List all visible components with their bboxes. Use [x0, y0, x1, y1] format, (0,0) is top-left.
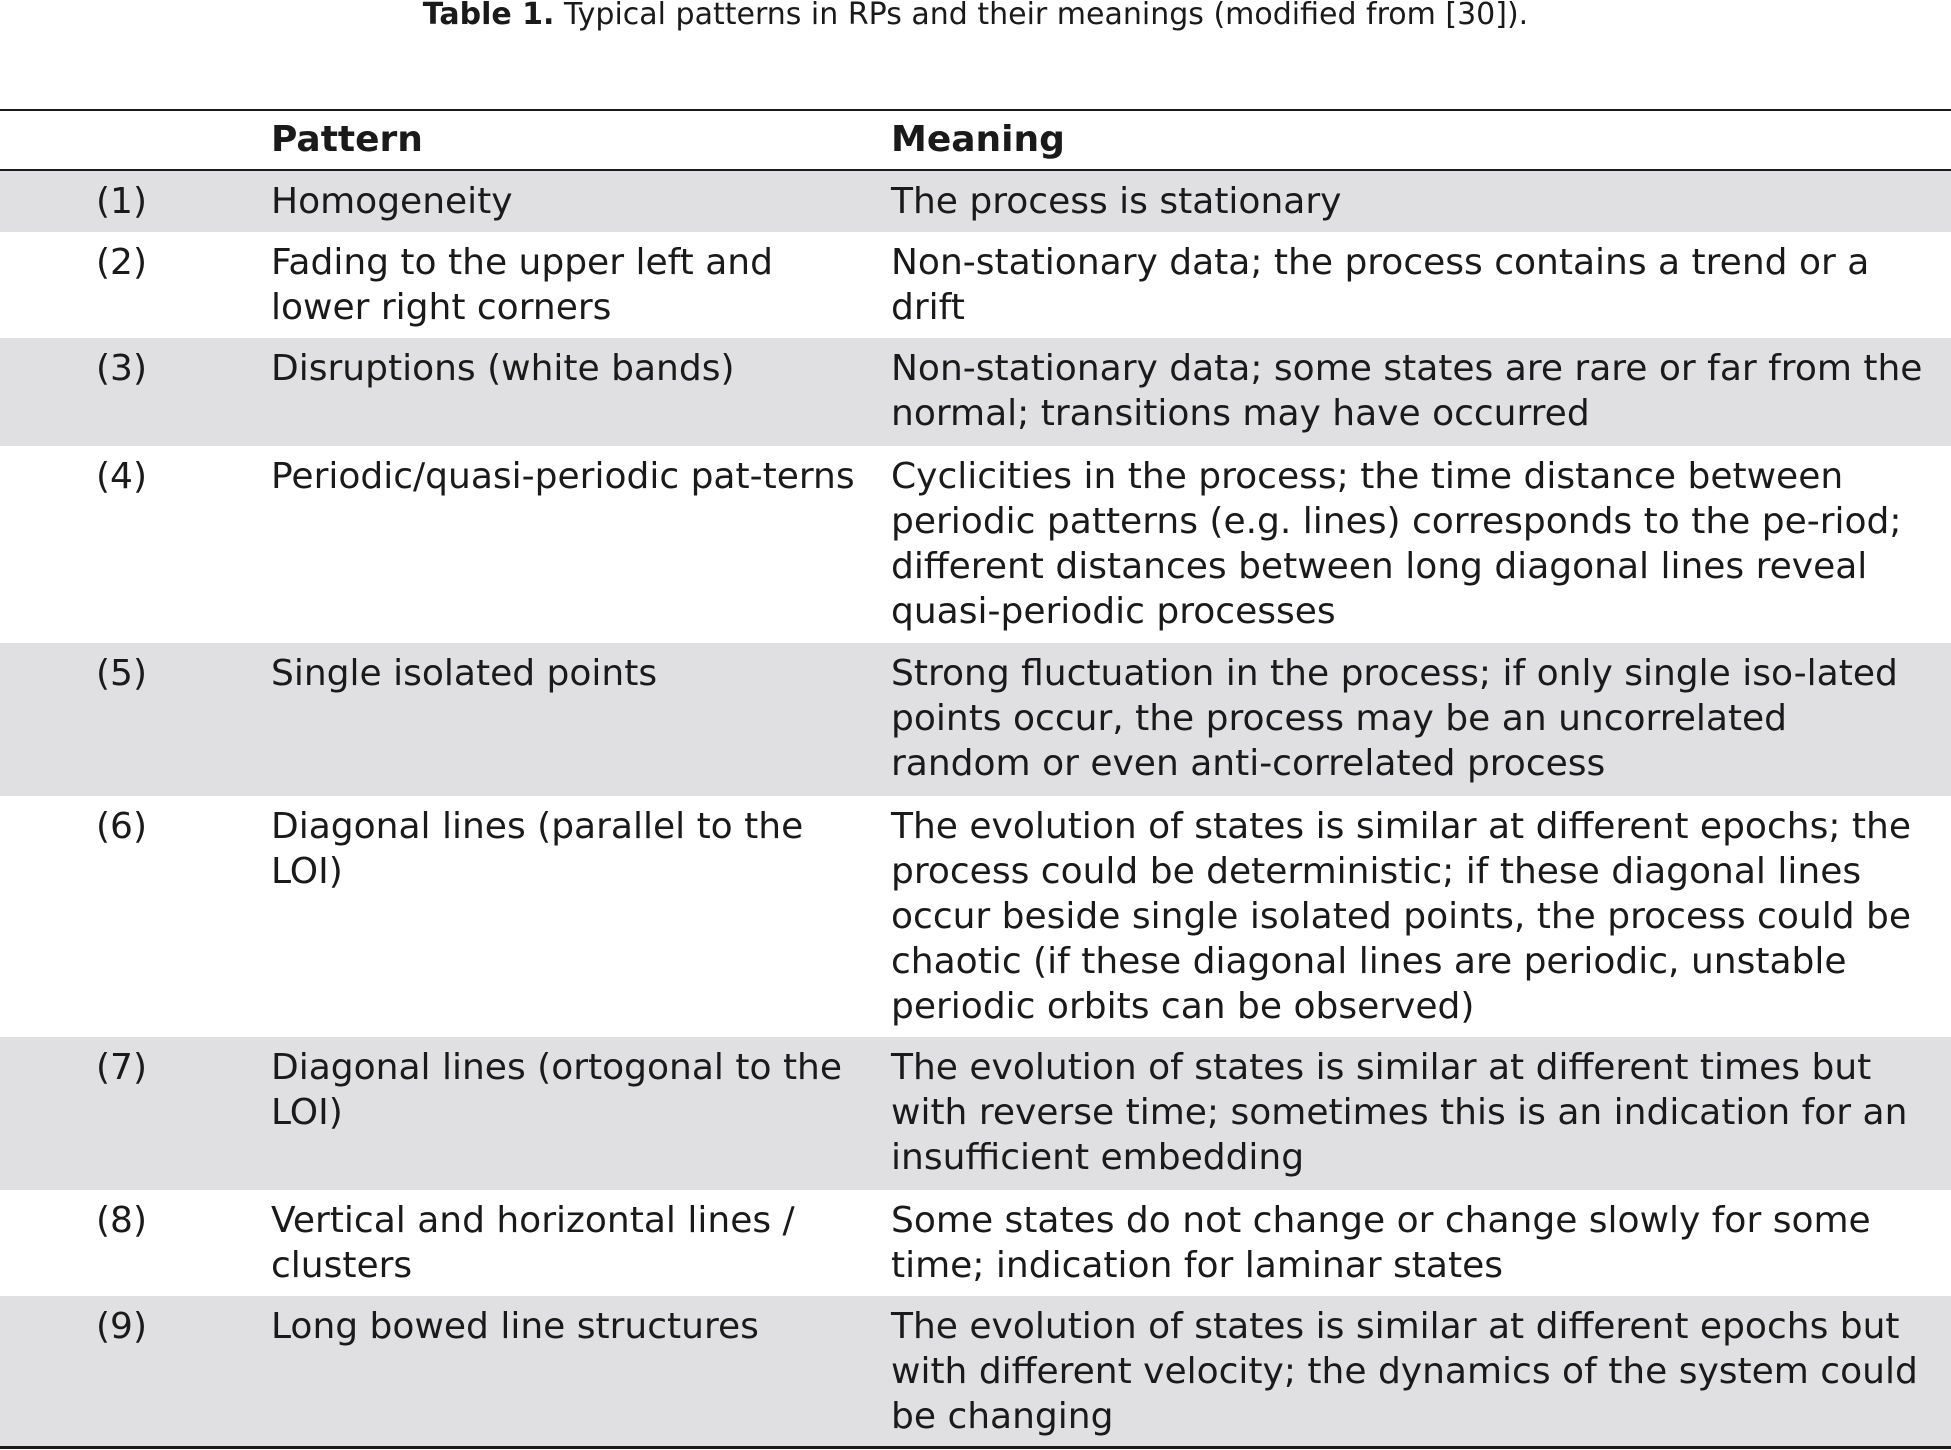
row-number: (8) [96, 1200, 147, 1241]
table-row [0, 446, 1951, 643]
row-meaning: Strong fluctuation in the process; if only single iso-lated points occur, the process may be an uncorrelated random or even anti-correlated process [891, 653, 1898, 784]
row-number: (7) [96, 1047, 147, 1088]
table-row [0, 338, 1951, 446]
row-pattern: Disruptions (white bands) [271, 348, 735, 389]
row-pattern: Homogeneity [271, 181, 513, 222]
table-row [0, 1190, 1951, 1296]
row-number: (1) [96, 181, 147, 222]
table-row [0, 1037, 1951, 1190]
row-number: (5) [96, 653, 147, 694]
table-caption [0, 0, 1951, 30]
row-meaning: Some states do not change or change slowly for some time; indication for laminar states [891, 1200, 1871, 1286]
row-pattern: Diagonal lines (ortogonal to the LOI) [271, 1047, 843, 1133]
row-number: (9) [96, 1306, 147, 1347]
row-meaning: The evolution of states is similar at different epochs; the process could be deterministic; if these diagonal lines occur beside single isolated points, the process could be chaotic (if these diagonal lines are periodic, unstable periodic orbits can be observed) [891, 806, 1911, 1027]
row-pattern: Long bowed line structures [271, 1306, 759, 1347]
table-bottom-rule [0, 1446, 1951, 1449]
header-pattern: Pattern [271, 119, 423, 160]
row-meaning: Non-stationary data; some states are rare or far from the normal; transitions may have occurred [891, 348, 1923, 434]
row-meaning: Non-stationary data; the process contains a trend or a drift [891, 242, 1870, 328]
row-pattern: Periodic/quasi-periodic pat-terns [271, 456, 855, 497]
row-meaning: The evolution of states is similar at different times but with reverse time; sometimes this is an indication for an insufficient embedding [891, 1047, 1908, 1178]
row-pattern: Fading to the upper left and lower right corners [271, 242, 773, 328]
table-row [0, 796, 1951, 1037]
row-number: (3) [96, 348, 147, 389]
table-row [0, 171, 1951, 232]
table-row [0, 232, 1951, 338]
row-number: (6) [96, 806, 147, 847]
row-meaning: The process is stationary [891, 181, 1342, 222]
row-pattern: Single isolated points [271, 653, 658, 694]
row-number: (4) [96, 456, 147, 497]
row-number: (2) [96, 242, 147, 283]
row-pattern: Vertical and horizontal lines / clusters [271, 1200, 795, 1286]
row-pattern: Diagonal lines (parallel to the LOI) [271, 806, 804, 892]
row-meaning: Cyclicities in the process; the time distance between periodic patterns (e.g. lines) corresponds to the pe-riod; different distances between long diagonal lines reveal quasi-periodic processes [891, 456, 1902, 632]
header-meaning: Meaning [891, 119, 1065, 160]
row-meaning: The evolution of states is similar at different epochs but with different velocity; the dynamics of the system could be changing [891, 1306, 1918, 1437]
table-header-row [0, 111, 1951, 169]
table-caption-text: Typical patterns in RPs and their meanings (modified from [30]). [564, 0, 1529, 32]
table-row [0, 1296, 1951, 1446]
table-row [0, 643, 1951, 796]
table-caption-label: Table 1. [422, 0, 555, 32]
